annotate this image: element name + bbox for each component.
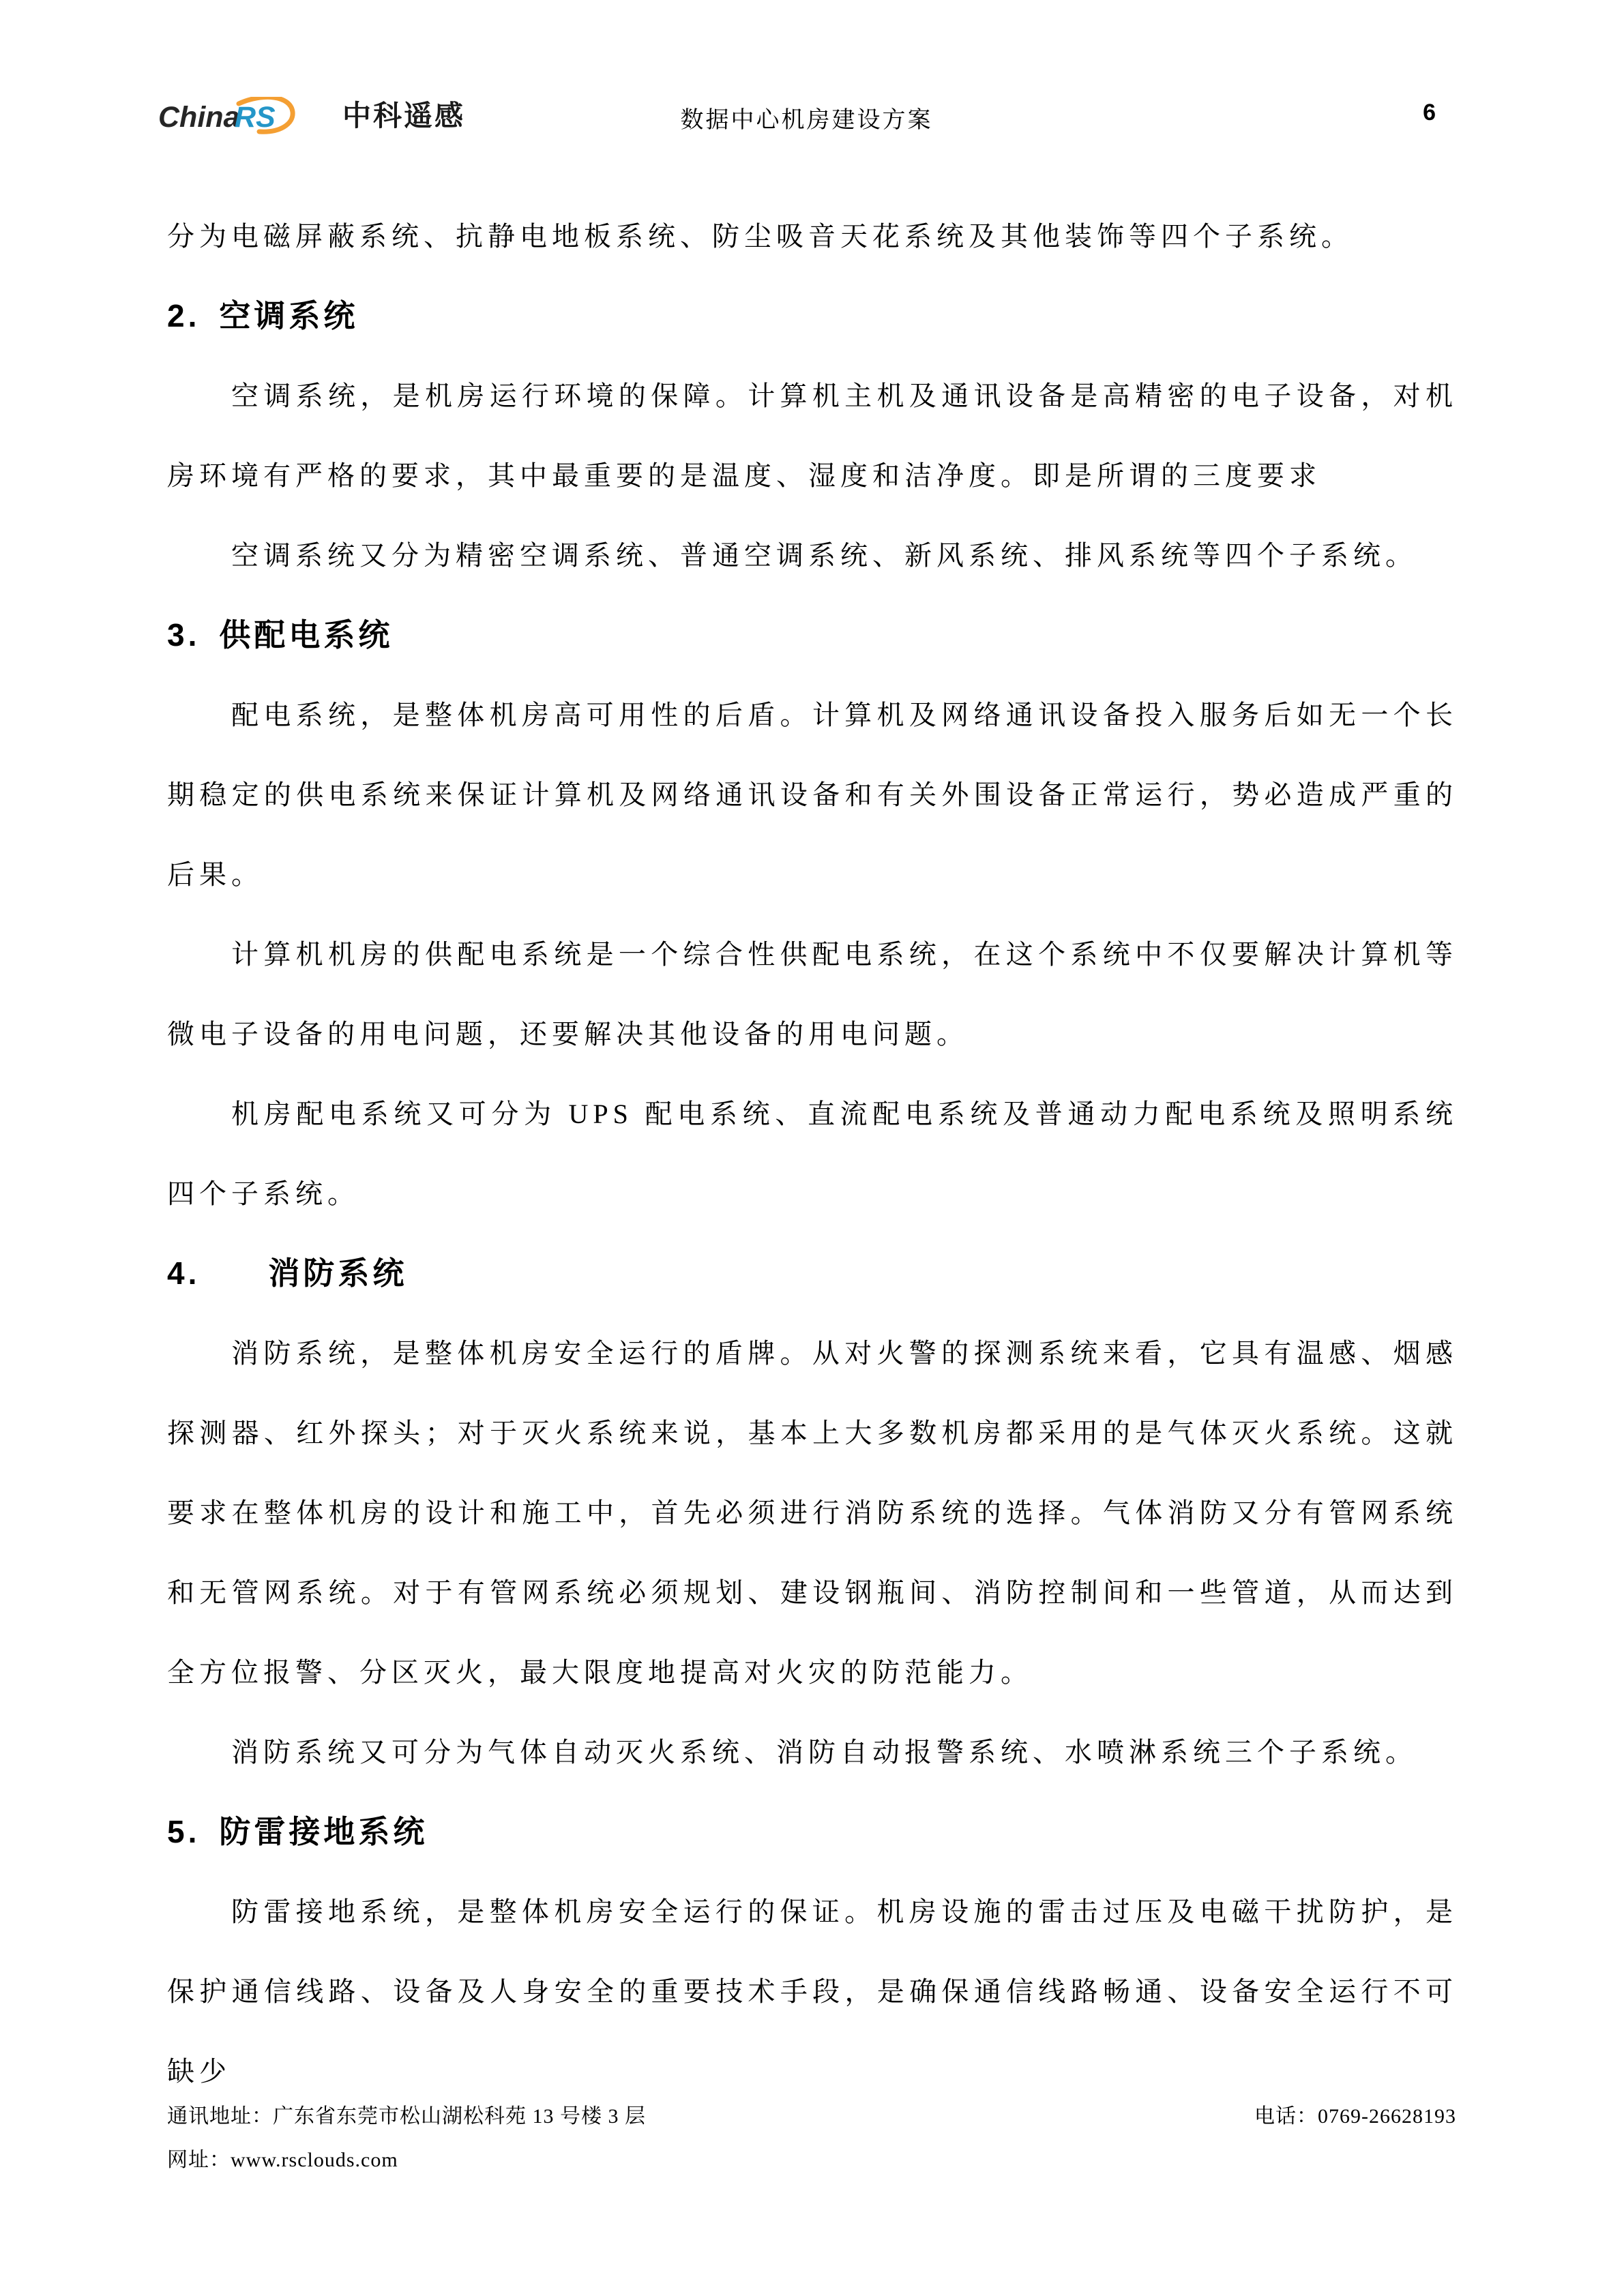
footer-row-1 [167,2095,1456,2138]
paragraph: 计算机机房的供配电系统是一个综合性供配电系统，在这个系统中不仅要解决计算机等微电子设备的用电问题，还要解决其他设备的用电问题。 [167,939,1458,1049]
section-heading [167,1792,1458,1872]
paragraph: 空调系统，是机房运行环境的保障。计算机主机及通讯设备是高精密的电子设备，对机房环境有严格的要求，其中最重要的是温度、湿度和洁净度。即是所谓的三度要求 [167,381,1458,491]
section-heading [167,276,1458,356]
paragraph: 消防系统又可分为气体自动灭火系统、消防自动报警系统、水喷淋系统三个子系统。 [231,1737,1417,1768]
footer-phone: 电话：0769-26628193 [1254,2105,1456,2128]
paragraph: 配电系统，是整体机房高可用性的后盾。计算机及网络通讯设备投入服务后如无一个长期稳定的供电系统来保证计算机及网络通讯设备和有关外围设备正常运行，势必造成严重的后果。 [167,700,1458,890]
section-heading [167,1234,1458,1313]
section-title: 消防系统 [268,1255,408,1291]
page-number: 6 [1423,100,1436,125]
section-title: 空调系统 [219,298,359,333]
document-body [167,196,1458,2111]
logo-chinese-text: 中科遥感 [342,100,466,132]
section-number: 2. [167,298,201,333]
paragraph: 机房配电系统又可分为 UPS 配电系统、直流配电系统及普通动力配电系统及照明系统四个子系统。 [167,1099,1458,1209]
section-number: 5. [167,1814,201,1849]
logo-rs-text: RS [235,101,276,134]
paragraph: 防雷接地系统，是整体机房安全运行的保证。机房设施的雷击过压及电磁干扰防护，是保护通信线路、设备及人身安全的重要技术手段，是确保通信线路畅通、设备安全运行不可缺少 [167,1896,1458,2087]
footer-address: 通讯地址：广东省东莞市松山湖松科苑 13 号楼 3 层 [167,2105,646,2128]
header-title: 数据中心机房建设方案 [680,108,933,133]
section-title: 防雷接地系统 [219,1814,428,1849]
page-header [157,95,1456,143]
paragraph: 分为电磁屏蔽系统、抗静电地板系统、防尘吸音天花系统及其他装饰等四个子系统。 [167,221,1353,252]
footer-row-2 [167,2138,1456,2182]
section-title: 供配电系统 [219,617,394,653]
logo-china-text: China [158,101,240,134]
paragraph: 消防系统，是整体机房安全运行的盾牌。从对火警的探测系统来看，它具有温感、烟感探测器、红外探头；对于灭火系统来说，基本上大多数机房都采用的是气体灭火系统。这就要求在整体机房的设计和施工中，首先必须进行消防系统的选择。气体消防又分有管网系统和无管网系统。对于有管网系统必须规划、建设钢瓶间、消防控制间和一些管道，从而达到全方位报警、分区灭火，最大限度地提高对火灾的防范能力。 [167,1338,1458,1688]
section-heading [167,595,1458,675]
paragraph: 空调系统又分为精密空调系统、普通空调系统、新风系统、排风系统等四个子系统。 [231,540,1417,571]
footer-website: 网址：www.rsclouds.com [167,2149,398,2171]
section-number: 3. [167,617,201,653]
section-number: 4. [167,1255,201,1291]
page-footer [167,2095,1456,2182]
